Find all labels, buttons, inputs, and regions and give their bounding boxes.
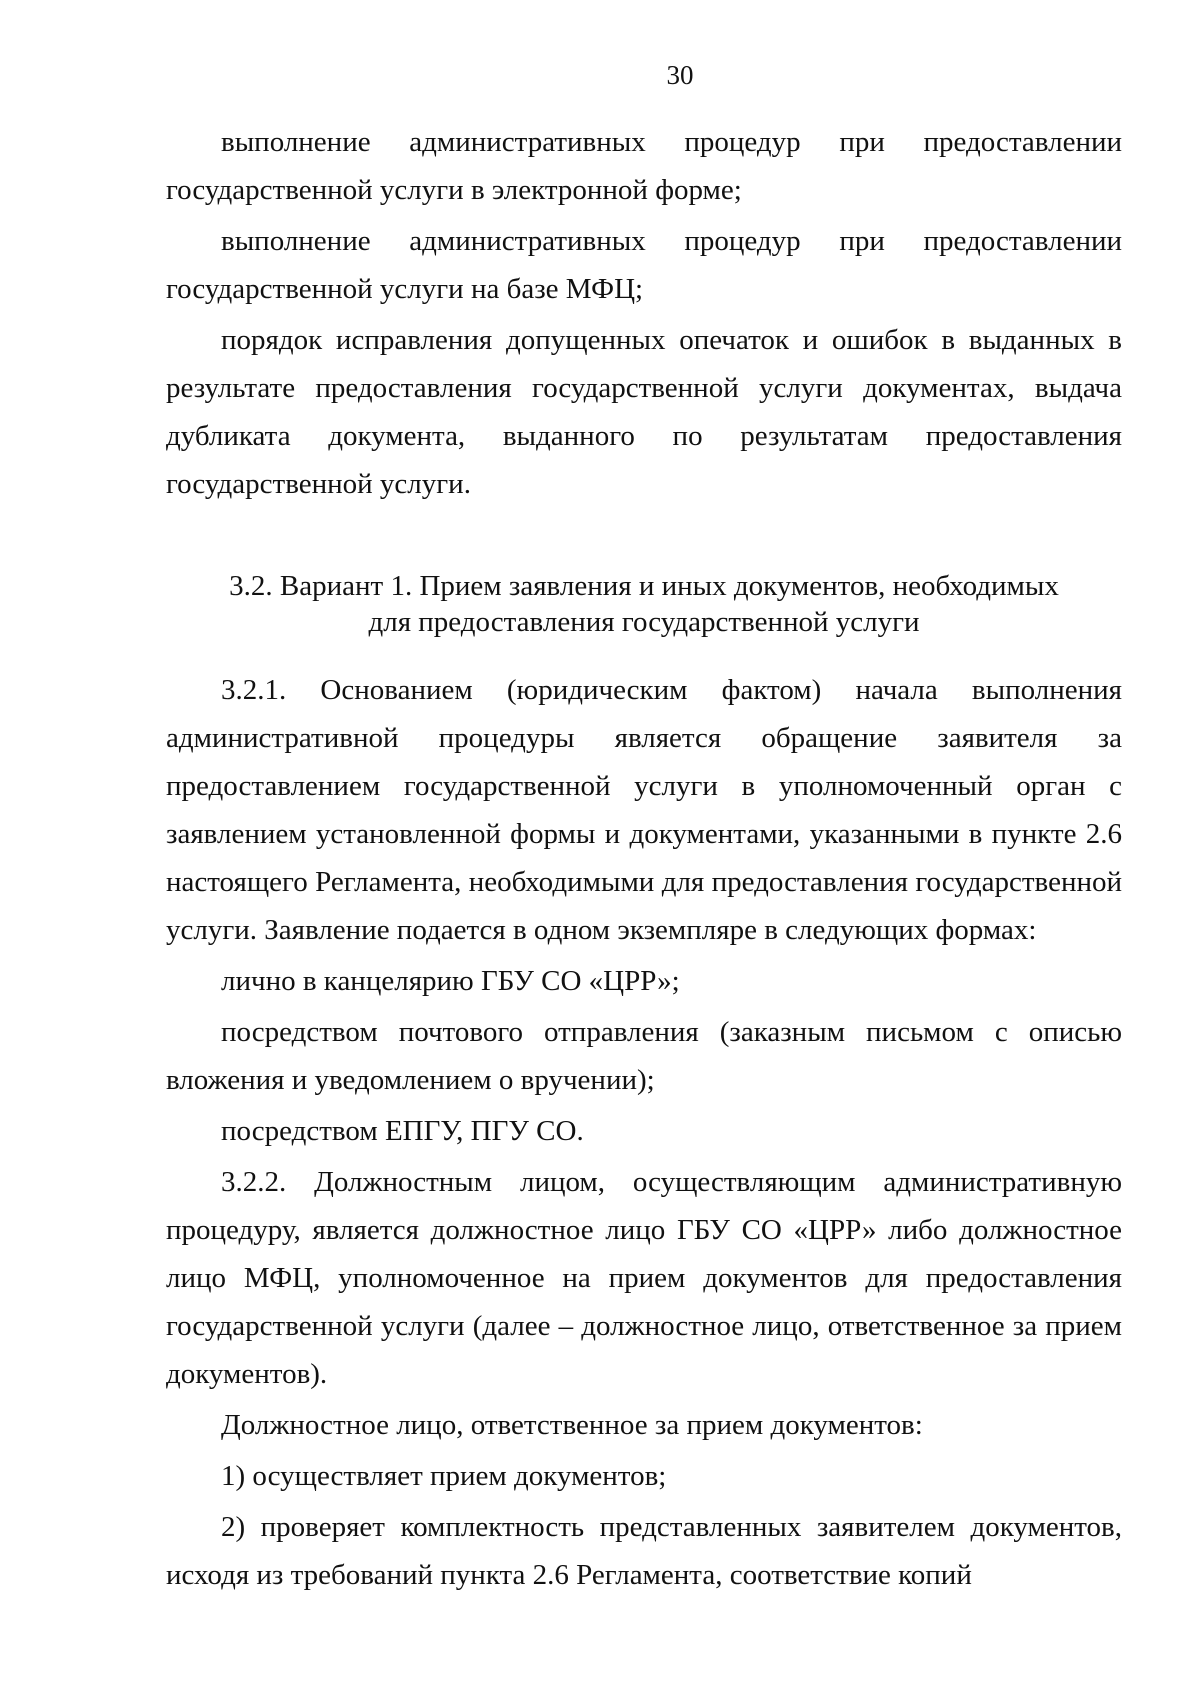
paragraph-electronic-form: выполнение административных процедур при предоставлении государственной услуги в электронной форме;	[166, 126, 1122, 206]
page-number: 30	[666, 60, 694, 90]
page-content	[166, 118, 1122, 1602]
paragraph-3-2-1: 3.2.1. Основанием (юридическим фактом) начала выполнения административной процедуры является обращение заявителя за предоставлением государственной услуги в уполномоченный орган с заявлением установленной формы и документами, указанными в пункте 2.6 настоящего Регламента, необходимыми для предоставления государственной услуги. Заявление подается в одном экземпляре в следующих формах:	[166, 674, 1122, 946]
paragraph-3-2-2: 3.2.2. Должностным лицом, осуществляющим административную процедуру, является должностное лицо ГБУ СО «ЦРР» либо должностное лицо МФЦ, уполномоченное на прием документов для предоставления государственной услуги (далее – должностное лицо, ответственное за прием документов).	[166, 1166, 1122, 1390]
paragraph-error-correction: порядок исправления допущенных опечаток и ошибок в выданных в результате предоставления государственной услуги документах, выдача дубликата документа, выданного по результатам предоставления государственной услуги.	[166, 324, 1122, 500]
paragraph-by-portal: посредством ЕПГУ, ПГУ СО.	[221, 1115, 584, 1147]
section-heading	[166, 568, 1122, 640]
paragraph-official-duties: Должностное лицо, ответственное за прием документов:	[221, 1409, 923, 1441]
section-heading-line-2: для предоставления государственной услуги	[368, 606, 920, 638]
paragraph-in-person: лично в канцелярию ГБУ СО «ЦРР»;	[221, 965, 680, 997]
paragraph-duty-2: 2) проверяет комплектность представленных заявителем документов, исходя из требований пункта 2.6 Регламента, соответствие копий	[166, 1511, 1122, 1591]
section-heading-line-1: 3.2. Вариант 1. Прием заявления и иных документов, необходимых	[229, 570, 1059, 602]
paragraph-duty-1: 1) осуществляет прием документов;	[221, 1460, 667, 1492]
paragraph-by-mail: посредством почтового отправления (заказным письмом с описью вложения и уведомлением о вручении);	[166, 1016, 1122, 1096]
paragraph-mfc-base: выполнение административных процедур при предоставлении государственной услуги на базе МФЦ;	[166, 225, 1122, 305]
